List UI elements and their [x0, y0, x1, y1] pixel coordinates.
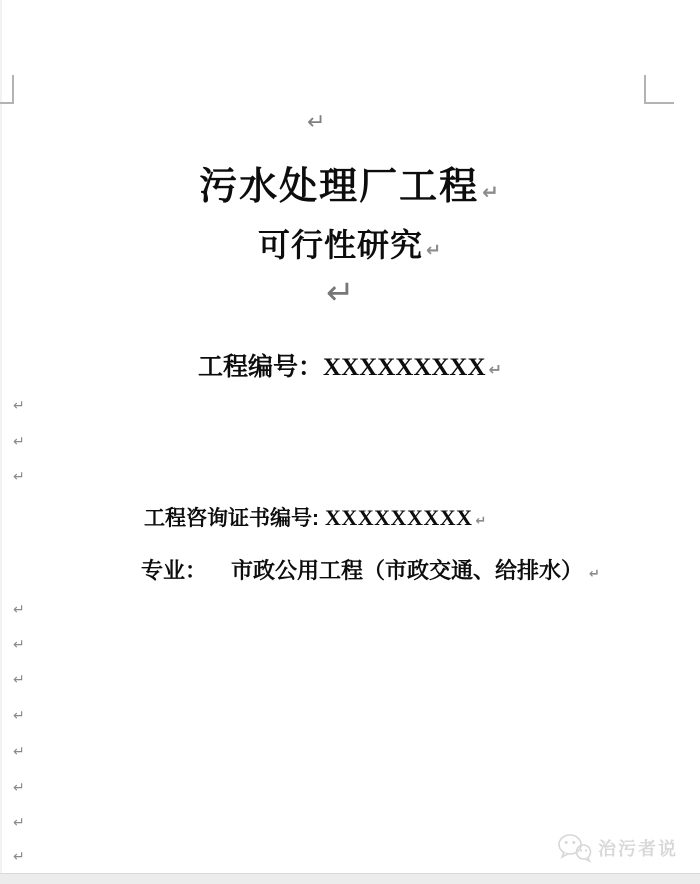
- certificate-number-line: [144, 502, 486, 532]
- paragraph-mark-icon: ↵: [13, 708, 25, 724]
- wechat-bubbles-icon: [556, 833, 594, 863]
- project-number-label: 工程编号：: [198, 354, 324, 381]
- paragraph-mark-icon: ↵: [475, 514, 487, 529]
- paragraph-mark-icon: ↵: [13, 672, 25, 688]
- project-number-value: XXXXXXXXX: [323, 354, 486, 381]
- page-left-edge: [0, 0, 2, 873]
- paragraph-mark-icon: ↵: [13, 780, 25, 796]
- document-title: [0, 155, 700, 210]
- paragraph-mark-icon: ↵: [488, 360, 502, 379]
- paragraph-mark-icon: ↵: [13, 602, 25, 618]
- watermark-text: 治污者说: [598, 839, 678, 859]
- watermark: [556, 833, 678, 863]
- specialty-label: 专业：: [141, 558, 208, 583]
- document-title-text: 污水处理厂工程: [199, 166, 480, 208]
- document-subtitle-text: 可行性研究: [257, 227, 423, 263]
- document-subtitle: [0, 220, 700, 266]
- paragraph-mark-icon: ↵: [307, 110, 326, 135]
- text-boundary-mark-top-right: [644, 75, 674, 104]
- paragraph-mark-icon: ↵: [589, 567, 600, 582]
- paragraph-mark-icon: ↵: [13, 744, 25, 760]
- paragraph-mark-icon: ↵: [425, 240, 443, 261]
- specialty-value: 市政公用工程（市政交通、给排水）: [231, 558, 584, 583]
- paragraph-mark-icon: ↵: [482, 180, 501, 204]
- paragraph-mark-icon: ↵: [13, 398, 25, 414]
- paragraph-mark-icon: ↵: [326, 273, 355, 313]
- paragraph-mark-icon: ↵: [13, 815, 25, 831]
- certificate-value: XXXXXXXXX: [325, 505, 473, 530]
- paragraph-mark-icon: ↵: [13, 469, 25, 485]
- project-number-line: [0, 347, 700, 383]
- paragraph-mark-icon: ↵: [13, 849, 25, 865]
- area-below-page: [0, 873, 700, 884]
- paragraph-mark-icon: ↵: [13, 434, 25, 450]
- text-boundary-mark-top-left: [0, 75, 14, 104]
- paragraph-mark-icon: ↵: [13, 637, 25, 653]
- specialty-line: [141, 554, 600, 585]
- certificate-label: 工程咨询证书编号:: [144, 507, 319, 530]
